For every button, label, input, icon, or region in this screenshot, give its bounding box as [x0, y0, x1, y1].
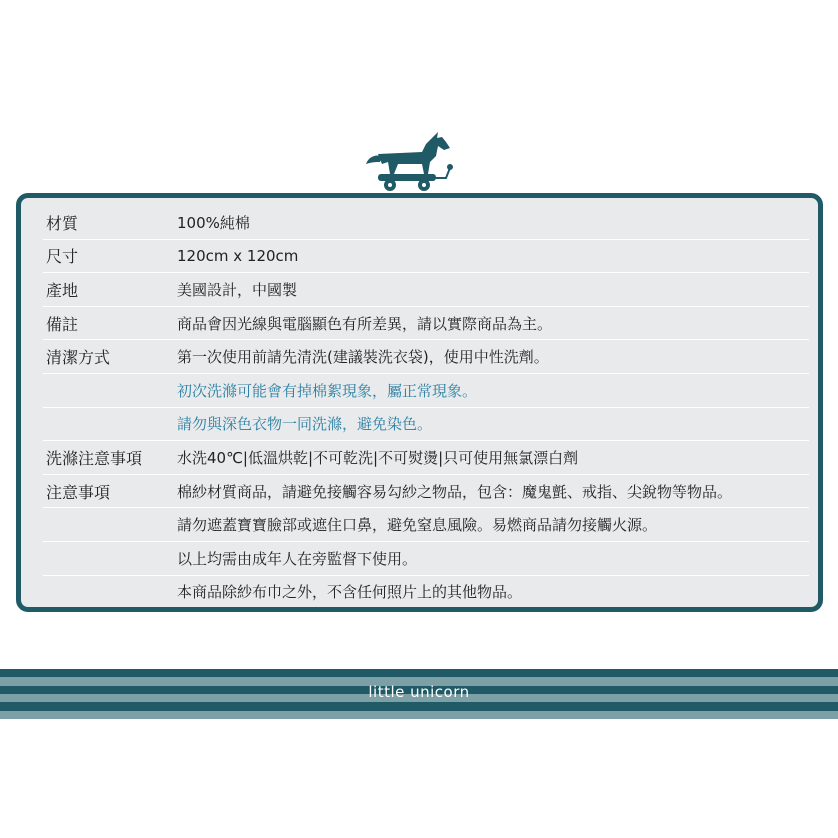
info-row [43, 340, 809, 374]
row-label: 產地 [46, 280, 79, 300]
row-label: 備註 [46, 314, 79, 334]
info-row [43, 273, 809, 307]
info-row [43, 475, 809, 509]
row-label: 尺寸 [46, 247, 79, 267]
info-row [43, 374, 809, 408]
row-value: 棉紗材質商品，請避免接觸容易勾紗之物品，包含：魔鬼氈、戒指、尖銳物等物品。 [177, 482, 733, 501]
row-value: 以上均需由成年人在旁監督下使用。 [177, 549, 418, 568]
rocking-unicorn-icon [364, 132, 460, 198]
row-value: 第一次使用前請先清洗(建議裝洗衣袋)，使用中性洗劑。 [177, 348, 549, 367]
row-label: 材質 [46, 213, 79, 233]
row-value: 請勿與深色衣物一同洗滌，避免染色。 [177, 415, 433, 434]
row-value: 100%純棉 [177, 213, 250, 232]
row-value: 初次洗滌可能會有掉棉絮現象，屬正常現象。 [177, 381, 478, 400]
info-row [43, 408, 809, 442]
product-info-card [16, 193, 823, 612]
row-value: 水洗40℃|低溫烘乾|不可乾洗|不可熨燙|只可使用無氯漂白劑 [177, 448, 579, 467]
row-label: 注意事項 [46, 482, 111, 502]
info-row [43, 206, 809, 240]
footer-banner [0, 669, 838, 719]
info-table [43, 206, 809, 608]
row-value: 商品會因光線與電腦顯色有所差異，請以實際商品為主。 [177, 314, 553, 333]
info-row [43, 542, 809, 576]
brand-name: little unicorn [368, 683, 470, 701]
info-row [43, 508, 809, 542]
row-value: 120cm x 120cm [177, 246, 299, 265]
info-row [43, 441, 809, 475]
info-row [43, 576, 809, 609]
row-value: 本商品除紗布巾之外，不含任何照片上的其他物品。 [177, 583, 523, 602]
row-value: 美國設計，中國製 [177, 280, 298, 299]
row-label: 洗滌注意事項 [46, 448, 143, 468]
row-value: 請勿遮蓋寶寶臉部或遮住口鼻，避免窒息風險。易燃商品請勿接觸火源。 [177, 516, 658, 535]
info-row [43, 240, 809, 274]
info-row [43, 307, 809, 341]
row-label: 清潔方式 [46, 348, 111, 368]
